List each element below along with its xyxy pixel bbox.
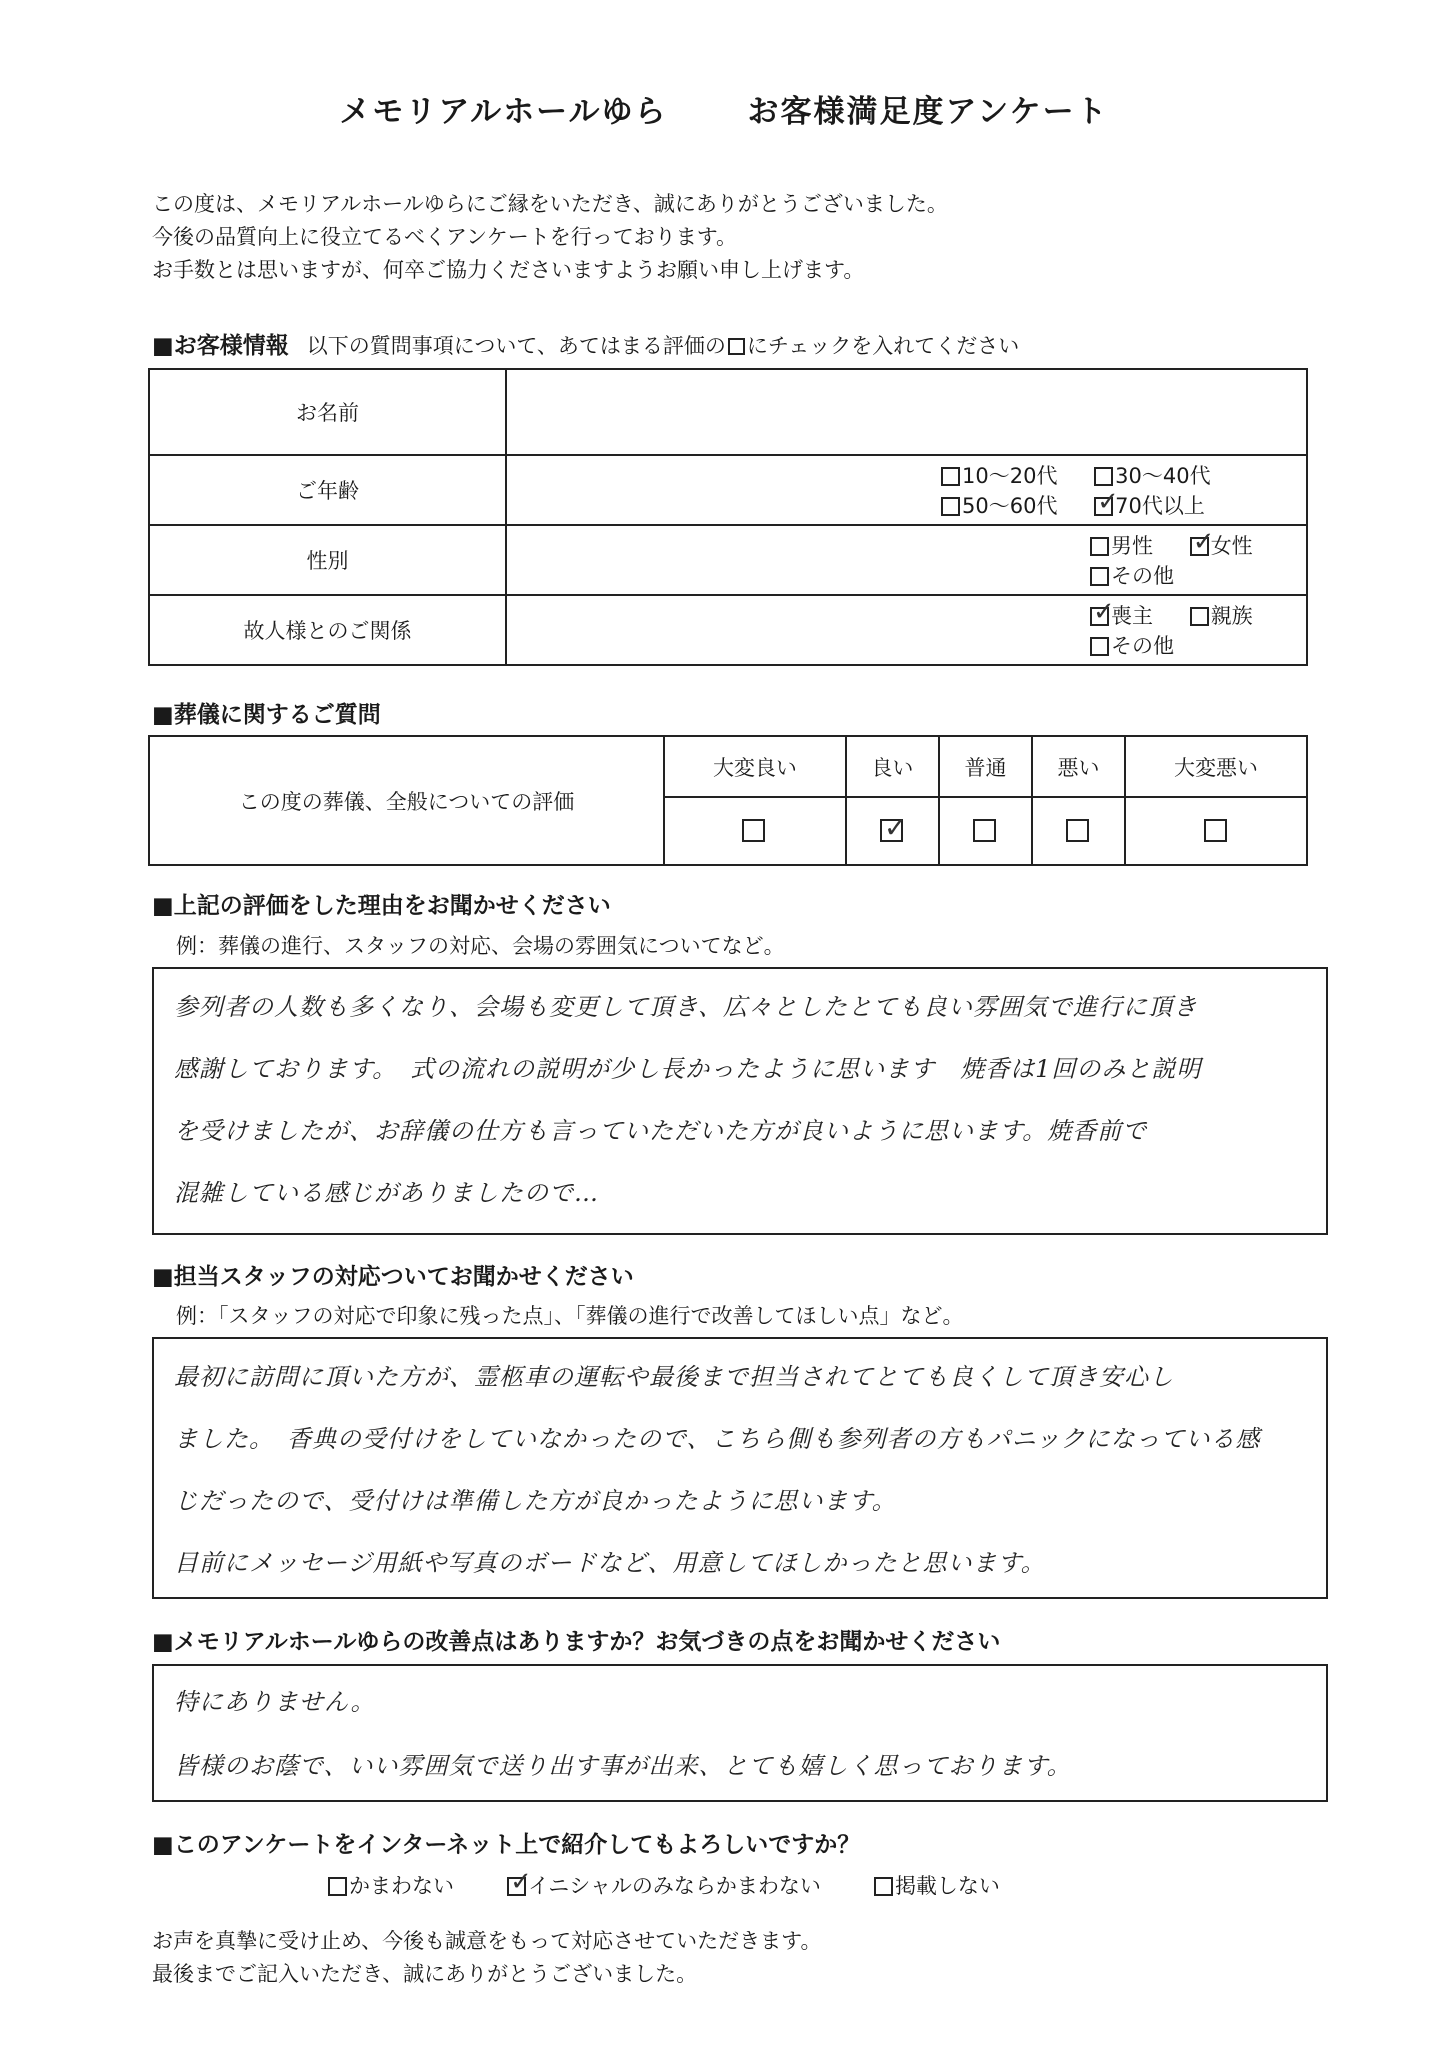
checkbox-icon[interactable] xyxy=(1190,607,1209,626)
handwritten-line: 皆様のお蔭で、いい雰囲気で送り出す事が出来、とても嬉しく思っております。 xyxy=(174,1752,1072,1780)
handwritten-line: 感謝しております。 式の流れの説明が少し長かったように思います 焼香は1回のみと説明 xyxy=(174,1055,1202,1083)
staff-answer-box[interactable] xyxy=(152,1337,1328,1599)
improvement-answer-box[interactable] xyxy=(152,1664,1328,1802)
rating-header: 大変悪い xyxy=(1125,736,1307,797)
checkbox-icon[interactable] xyxy=(973,819,996,842)
publish-options xyxy=(328,1870,1030,1900)
intro-line: お手数とは思いますが、何卒ご協力くださいますようお願い申し上げます。 xyxy=(152,258,865,282)
age-option[interactable]: 30～40代 xyxy=(1094,460,1210,490)
customer-info-table xyxy=(148,368,1308,666)
checkbox-checked-icon[interactable] xyxy=(1094,497,1113,516)
age-option[interactable]: ✓ 70代以上 xyxy=(1094,490,1205,520)
checkbox-icon[interactable] xyxy=(941,467,960,486)
handwritten-line: じだったので、受付けは準備した方が良かったように思います。 xyxy=(174,1487,897,1515)
rating-header: 悪い xyxy=(1032,736,1125,797)
rating-cell xyxy=(846,797,939,865)
publish-option[interactable]: 掲載しない xyxy=(874,1870,1000,1900)
gender-label: 性別 xyxy=(149,525,506,595)
customer-info-heading: ■お客様情報 以下の質問事項について、あてはまる評価の にチェックを入れてください xyxy=(152,333,1020,359)
rating-cell xyxy=(1032,797,1125,865)
checkbox-icon[interactable] xyxy=(328,1877,347,1896)
checkbox-icon[interactable] xyxy=(1090,567,1109,586)
handwritten-line: ました。 香典の受付けをしていなかったので、こちら側も参列者の方もパニックになっている感 xyxy=(174,1425,1261,1453)
age-option[interactable]: 50～60代 xyxy=(941,490,1057,520)
handwritten-line: 参列者の人数も多くなり、会場も変更して頂き、広々としたとても良い雰囲気で進行に頂き xyxy=(174,993,1199,1021)
checkbox-sample-icon xyxy=(728,338,745,355)
checkbox-checked-icon[interactable] xyxy=(507,1877,526,1896)
closing-line: お声を真摯に受け止め、今後も誠意をもって対応させていただきます。 xyxy=(152,1929,822,1953)
gender-options xyxy=(506,525,1307,595)
page-title xyxy=(0,86,1448,131)
reason-example: 例：葬儀の進行、スタッフの対応、会場の雰囲気についてなど。 xyxy=(176,934,785,958)
name-field[interactable] xyxy=(506,369,1307,455)
relation-options xyxy=(506,595,1307,665)
funeral-rating-table xyxy=(148,735,1308,866)
handwritten-line: 特にありません。 xyxy=(174,1688,376,1716)
instruction-text: 以下の質問事項について、あてはまる評価の にチェックを入れてください xyxy=(306,334,1020,358)
rating-header: 大変良い xyxy=(664,736,846,797)
funeral-question: この度の葬儀、全般についての評価 xyxy=(149,736,664,865)
checkbox-icon[interactable] xyxy=(941,497,960,516)
improvement-heading: ■メモリアルホールゆらの改善点はありますか？お気づきの点をお聞かせください xyxy=(152,1629,1001,1655)
rating-cell xyxy=(939,797,1032,865)
rating-header: 良い xyxy=(846,736,939,797)
checkbox-icon[interactable] xyxy=(1090,637,1109,656)
relation-option[interactable]: 親族 xyxy=(1190,600,1253,630)
name-label: お名前 xyxy=(149,369,506,455)
age-options xyxy=(506,455,1307,525)
gender-option[interactable]: 男性 xyxy=(1090,530,1153,560)
rating-cell xyxy=(1125,797,1307,865)
staff-heading: ■担当スタッフの対応ついてお聞かせください xyxy=(152,1264,634,1290)
relation-option[interactable]: ✓喪主 xyxy=(1090,600,1153,630)
hall-name: メモリアルホールゆら xyxy=(339,94,668,130)
closing-line: 最後までご記入いただき、誠にありがとうございました。 xyxy=(152,1962,698,1986)
rating-header: 普通 xyxy=(939,736,1032,797)
intro-text xyxy=(152,188,948,287)
publish-heading: ■このアンケートをインターネット上で紹介してもよろしいですか？ xyxy=(152,1832,861,1858)
funeral-heading: ■葬儀に関するご質問 xyxy=(152,702,381,728)
publish-option[interactable]: かまわない xyxy=(328,1870,454,1900)
handwritten-line: 混雑している感じがありましたので… xyxy=(174,1179,599,1207)
handwritten-line: を受けましたが、お辞儀の仕方も言っていただいた方が良いように思います。焼香前で xyxy=(174,1117,1148,1145)
age-label: ご年齢 xyxy=(149,455,506,525)
checkbox-icon[interactable] xyxy=(1090,537,1109,556)
relation-option[interactable]: その他 xyxy=(1090,630,1174,660)
checkbox-checked-icon[interactable] xyxy=(880,819,903,842)
checkbox-icon[interactable] xyxy=(874,1877,893,1896)
reason-answer-box[interactable] xyxy=(152,967,1328,1235)
checkbox-checked-icon[interactable] xyxy=(1190,537,1209,556)
intro-line: この度は、メモリアルホールゆらにご縁をいただき、誠にありがとうございました。 xyxy=(152,192,948,216)
checkbox-icon[interactable] xyxy=(1204,819,1227,842)
relation-label: 故人様とのご関係 xyxy=(149,595,506,665)
checkbox-icon[interactable] xyxy=(1066,819,1089,842)
gender-option[interactable]: その他 xyxy=(1090,560,1174,590)
handwritten-line: 目前にメッセージ用紙や写真のボードなど、用意してほしかったと思います。 xyxy=(174,1549,1046,1577)
age-option[interactable]: 10～20代 xyxy=(941,460,1057,490)
checkbox-checked-icon[interactable] xyxy=(1090,607,1109,626)
checkbox-icon[interactable] xyxy=(1094,467,1113,486)
handwritten-line: 最初に訪問に頂いた方が、霊柩車の運転や最後まで担当されてとても良くして頂き安心し xyxy=(174,1363,1174,1391)
survey-title: お客様満足度アンケート xyxy=(747,94,1109,130)
staff-example: 例：「スタッフの対応で印象に残った点」、「葬儀の進行で改善してほしい点」など。 xyxy=(176,1304,964,1328)
rating-cell xyxy=(664,797,846,865)
gender-option[interactable]: ✓ 女性 xyxy=(1190,530,1253,560)
checkbox-icon[interactable] xyxy=(742,819,765,842)
publish-option[interactable]: ✓ イニシャルのみならかまわない xyxy=(507,1870,821,1900)
intro-line: 今後の品質向上に役立てるべくアンケートを行っております。 xyxy=(152,225,738,249)
closing-text xyxy=(152,1925,821,1991)
reason-heading: ■上記の評価をした理由をお聞かせください xyxy=(152,893,611,919)
